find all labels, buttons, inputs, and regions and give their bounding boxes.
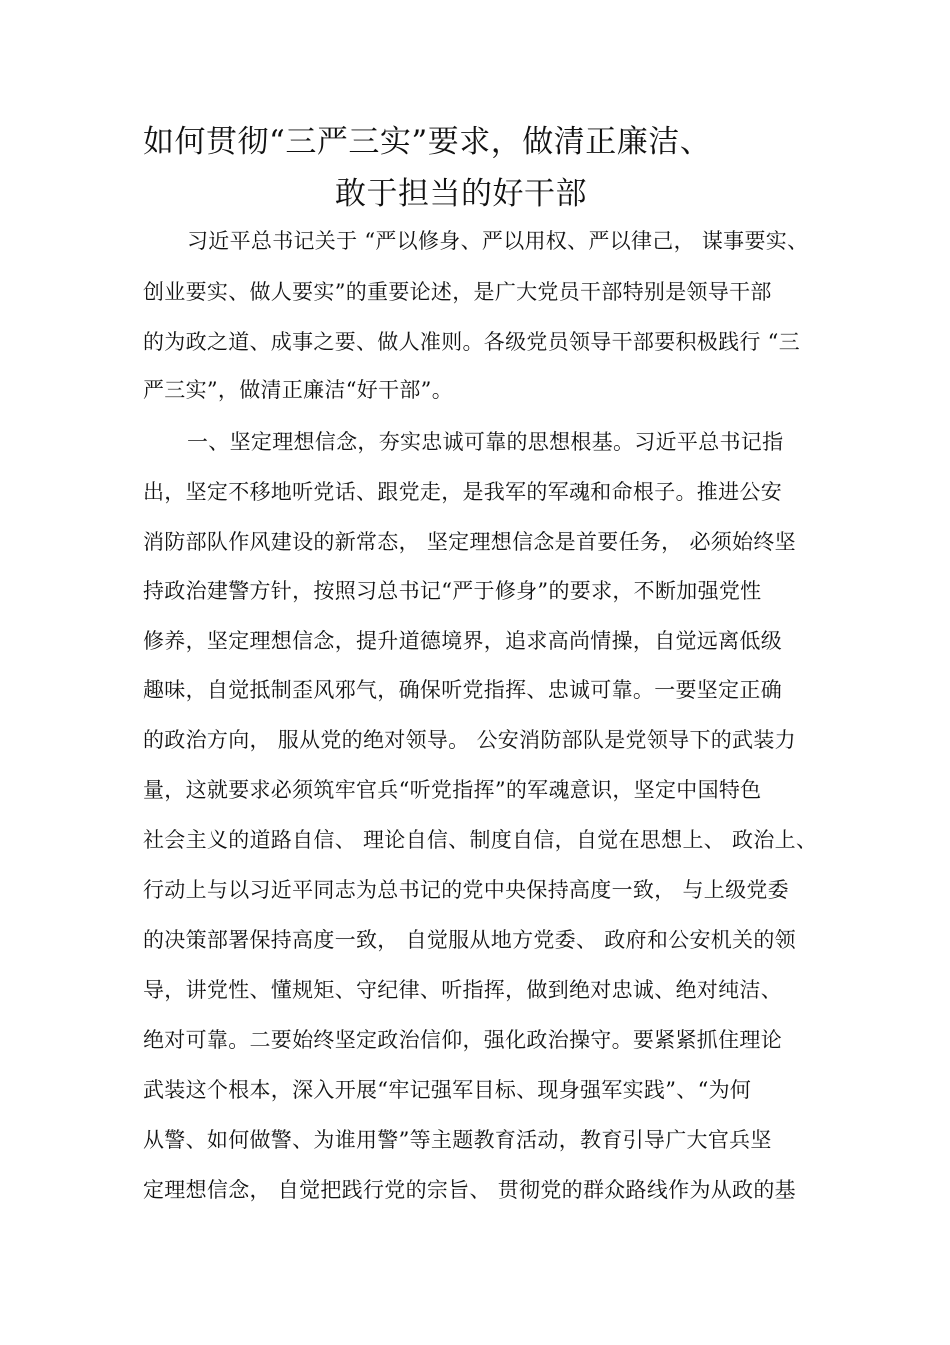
body-line-4: 严三实”，做清正廉洁“好干部”。 [143, 378, 454, 402]
body-line-2: 创业要实、做人要实”的重要论述，是广大党员干部特别是领导干部 [143, 280, 772, 304]
document-title-line-2: 敢于担当的好干部 [335, 176, 587, 212]
body-line-1: 习近平总书记关于 “严以修身、严以用权、严以律己， 谋事要实、 [187, 229, 809, 253]
body-line-6: 出，坚定不移地听党话、跟党走，是我军的军魂和命根子。推进公安 [143, 480, 782, 504]
body-line-18: 武装这个根本，深入开展“牢记强军目标、现身强军实践”、“为何 [143, 1078, 752, 1102]
body-line-11: 的政治方向， 服从党的绝对领导。 公安消防部队是党领导下的武装力 [143, 728, 796, 752]
body-line-20: 定理想信念， 自觉把践行党的宗旨、 贯彻党的群众路线作为从政的基 [143, 1178, 796, 1202]
body-line-9: 修养，坚定理想信念，提升道德境界，追求高尚情操，自觉远离低级 [143, 629, 782, 653]
body-line-8: 持政治建警方针，按照习总书记“严于修身”的要求，不断加强党性 [143, 579, 762, 603]
document-title-line-1: 如何贯彻“三严三实”要求，做清正廉洁、 [143, 124, 712, 160]
body-line-17: 绝对可靠。二要始终坚定政治信仰，强化政治操守。要紧紧抓住理论 [143, 1028, 782, 1052]
body-line-15: 的决策部署保持高度一致， 自觉服从地方党委、 政府和公安机关的领 [143, 928, 796, 952]
body-line-19: 从警、如何做警、为谁用警”等主题教育活动，教育引导广大官兵坚 [143, 1128, 772, 1152]
body-line-16: 导，讲党性、懂规矩、守纪律、听指挥，做到绝对忠诚、绝对纯洁、 [143, 978, 782, 1002]
body-line-10: 趣味，自觉抵制歪风邪气，确保听党指挥、忠诚可靠。一要坚定正确 [143, 678, 782, 702]
body-line-5: 一、坚定理想信念，夯实忠诚可靠的思想根基。习近平总书记指 [187, 430, 784, 454]
body-line-7: 消防部队作风建设的新常态， 坚定理想信念是首要任务， 必须始终坚 [143, 530, 796, 554]
body-line-13: 社会主义的道路自信、 理论自信、制度自信，自觉在思想上、 政治上、 [143, 828, 818, 852]
body-line-3: 的为政之道、成事之要、做人准则。各级党员领导干部要积极践行 “三 [143, 330, 801, 354]
body-line-14: 行动上与以习近平同志为总书记的党中央保持高度一致， 与上级党委 [143, 878, 789, 902]
body-line-12: 量，这就要求必须筑牢官兵“听党指挥”的军魂意识，坚定中国特色 [143, 778, 762, 802]
